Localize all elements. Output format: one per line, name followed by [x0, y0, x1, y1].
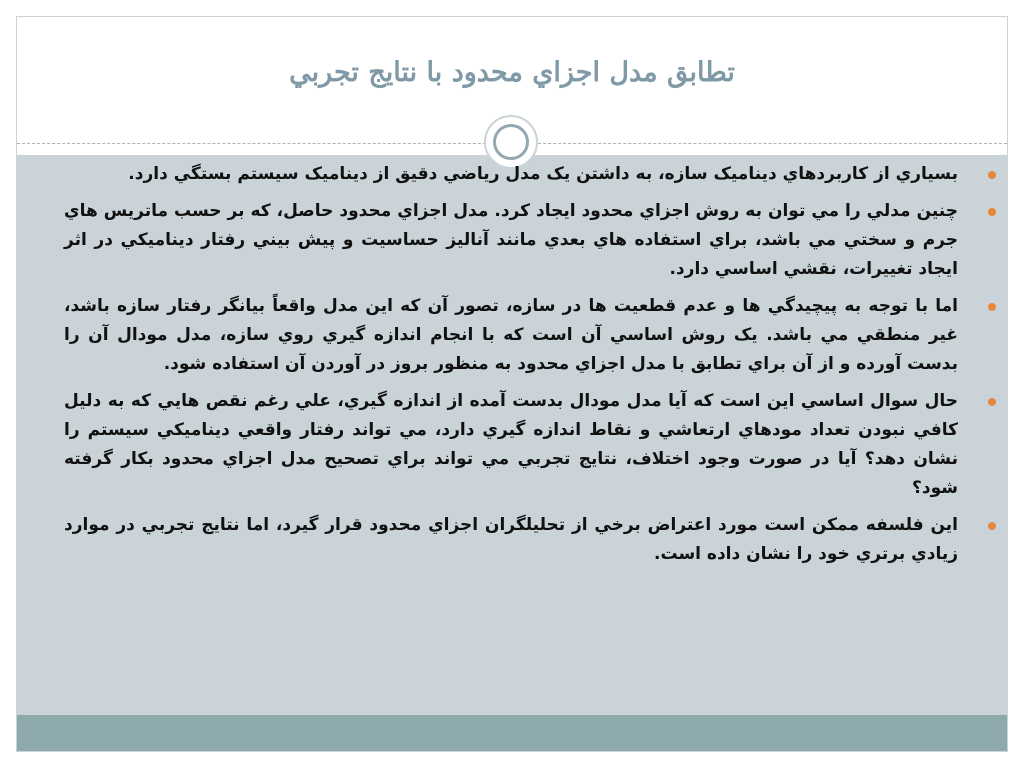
bullet-list — [64, 160, 976, 577]
bullet-text: بسياري از کاربردهاي ديناميک سازه، به داشتن يک مدل رياضي دقيق از ديناميک سيستم بستگي دارد. — [128, 164, 958, 184]
circle-ornament-ring — [493, 124, 529, 160]
bullet-text: اين فلسفه ممکن است مورد اعتراض برخي از تحليلگران اجزاي محدود قرار گيرد، اما نتايج تجربي در موارد زيادي برتري خود را نشان داده است. — [64, 515, 958, 564]
bullet-dot-icon — [988, 398, 996, 406]
bullet-dot-icon — [988, 171, 996, 179]
bullet-dot-icon — [988, 303, 996, 311]
bullet-item — [64, 387, 976, 503]
slide-title: تطابق مدل اجزاي محدود با نتايج تجربي — [289, 57, 735, 88]
bullet-dot-icon — [988, 208, 996, 216]
bullet-item — [64, 511, 976, 569]
bullet-item — [64, 197, 976, 284]
bullet-dot-icon — [988, 522, 996, 530]
bullet-text: چنين مدلي را مي توان به روش اجزاي محدود ايجاد کرد. مدل اجزاي محدود حاصل، که بر حسب ماتريس هاي جرم و سختي مي باشد، براي استفاده هاي بعدي مانند آناليز حساسيت و پيش بيني رفتار ديناميکي در اثر ايجاد تغييرات، نقشي اساسي دارد. — [64, 201, 958, 279]
bullet-text: حال سوال اساسي اين است که آيا مدل مودال بدست آمده از اندازه گيري، علي رغم نقص هايي که به دليل کافي نبودن تعداد مودهاي ارتعاشي و نقاط اندازه گيري دارد، مي تواند رفتار واقعي ديناميکي سيستم را نشان دهد؟ آيا در صورت وجود اختلاف، نتايج تجربي مي تواند براي تصحيح مدل اجزاي محدود بکار گرفته شود؟ — [64, 391, 958, 498]
bullet-item — [64, 160, 976, 189]
footer-band — [17, 715, 1007, 751]
bullet-item — [64, 292, 976, 379]
bullet-text: اما با توجه به پيچيدگي ها و عدم قطعيت ها در سازه، تصور آن که اين مدل واقعاً بيانگر رفتار سازه باشد، غير منطقي مي باشد. يک روش اساسي آن است که با انجام اندازه گيري روي سازه، مدل مودال آن را بدست آورده و از آن براي تطابق با مدل اجزاي محدود به منظور بروز در آوردن آن استفاده شود. — [64, 296, 958, 374]
